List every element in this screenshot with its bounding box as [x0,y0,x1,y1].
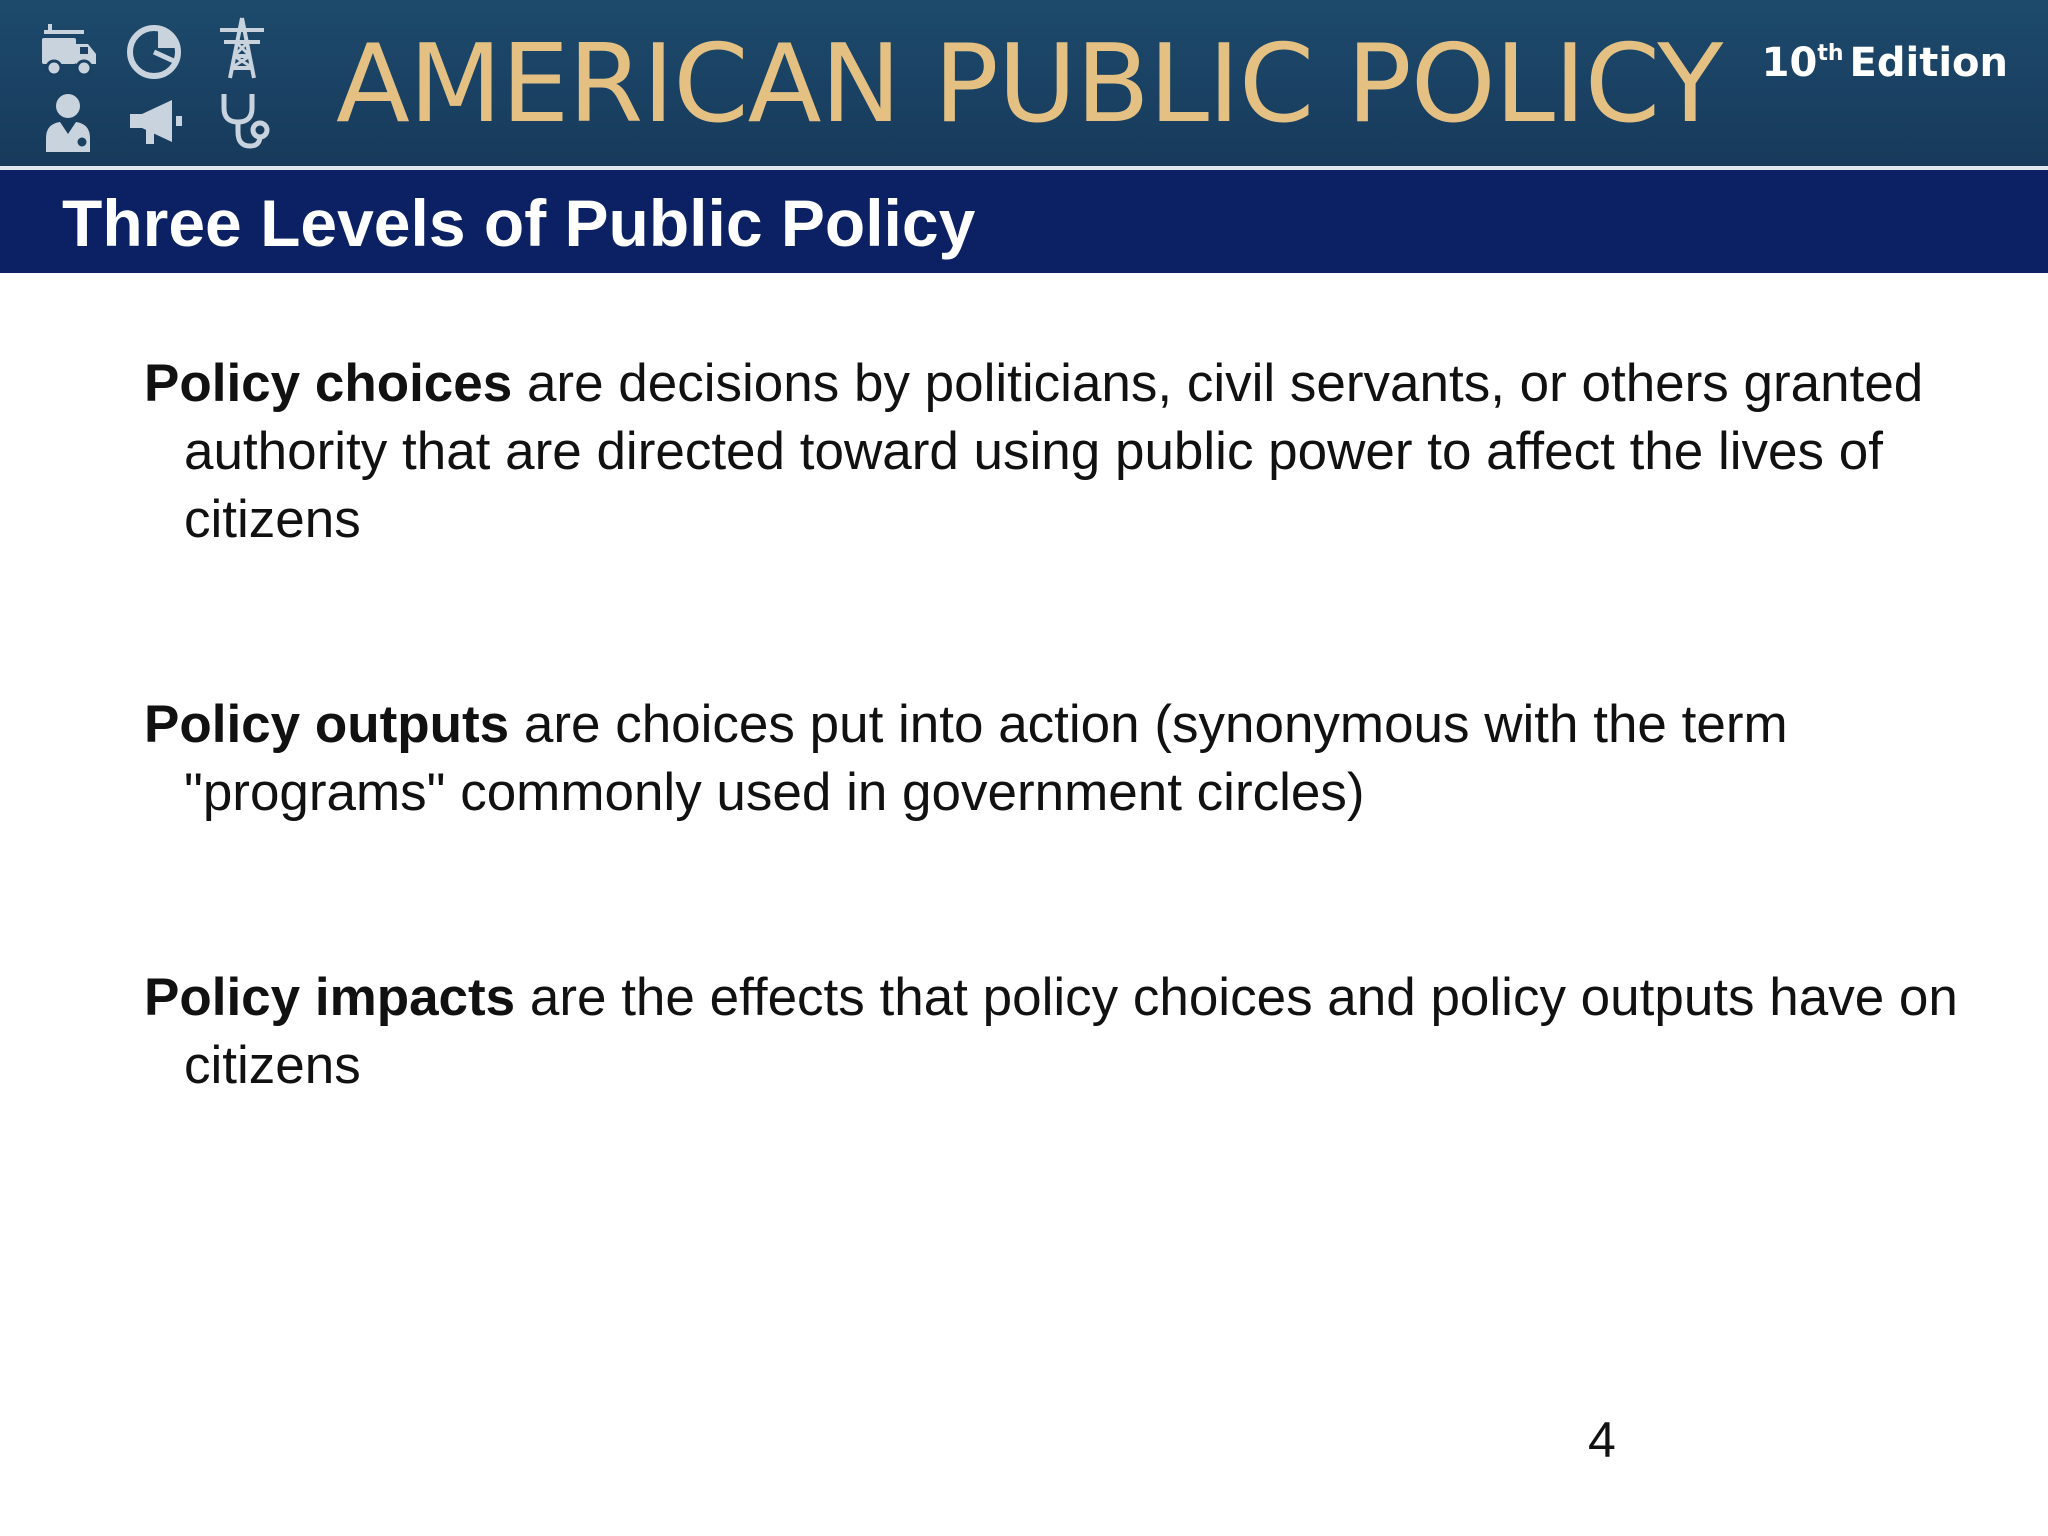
edition-number: 10 [1761,40,1818,86]
paragraph-policy-impacts [144,964,1964,1100]
definition-policy-impacts: are the effects that policy choices and policy outputs have on citizens [184,968,1958,1095]
icon-grid [38,16,278,152]
slide-title: Three Levels of Public Policy [62,186,976,260]
edition-suffix: th [1817,41,1844,66]
paragraph-policy-outputs [144,691,1964,827]
title-bar [0,170,2048,273]
pie-chart-icon [124,20,188,84]
megaphone-icon [124,90,188,154]
fire-truck-icon [38,20,102,84]
paragraph-policy-choices [144,350,1964,554]
edition-label [1762,30,2008,87]
stethoscope-icon [210,90,274,154]
brand-title: AMERICAN PUBLIC POLICY [336,22,1723,147]
definition-policy-choices: are decisions by politicians, civil servants, or others granted authority that are directed toward using public power to affect the lives of citizens [184,354,1924,549]
term-policy-impacts: Policy impacts [144,968,516,1027]
power-tower-icon [210,16,274,80]
doctor-icon [38,90,102,154]
edition-word: Edition [1849,40,2008,86]
page-number: 4 [1588,1412,1616,1468]
term-policy-choices: Policy choices [144,354,513,413]
header-banner [0,0,2048,166]
definition-policy-outputs: are choices put into action (synonymous with the term "programs" commonly used in government circles) [184,695,1788,822]
term-policy-outputs: Policy outputs [144,695,510,754]
